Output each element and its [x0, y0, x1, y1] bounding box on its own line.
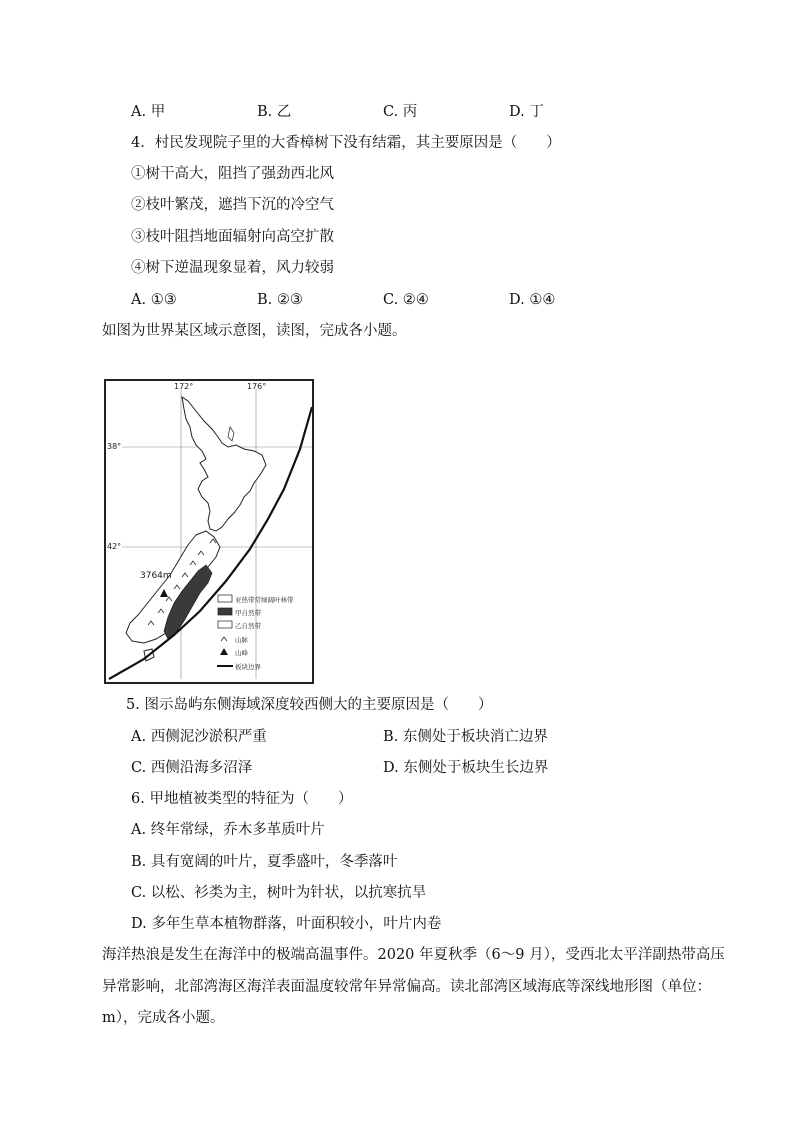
legend-swatch-yi: [218, 621, 232, 628]
q4-statement-3: ③枝叶阻挡地面辐射向高空扩散: [131, 229, 334, 245]
q4-statement-2: ②枝叶繁茂，遮挡下沉的冷空气: [131, 197, 334, 213]
q4-option-d: D. ①④: [509, 292, 556, 308]
q6-option-b: B. 具有宽阔的叶片，夏季盛叶，冬季落叶: [131, 854, 398, 870]
legend-label-yi: 乙自然带: [235, 622, 261, 630]
q3-option-a: A. 甲: [131, 104, 166, 120]
section-intro-map: 如图为世界某区域示意图，读图，完成各小题。: [102, 323, 407, 339]
q6-option-c: C. 以松、衫类为主，树叶为针状，以抗寒抗旱: [131, 885, 427, 901]
q4-stem: 4．村民发现院子里的大香樟树下没有结霜，其主要原因是（ ）: [131, 135, 561, 151]
lat-label-38: 38°: [107, 442, 122, 451]
q6-option-d: D. 多年生草本植物群落，叶面积较小，叶片内卷: [131, 916, 442, 932]
q5-option-b: B. 东侧处于板块消亡边界: [383, 729, 548, 745]
legend-label-subtropical: 亚热带常绿阔叶林带: [235, 596, 294, 604]
region-map-figure: [104, 379, 314, 684]
lon-label-172: 172°: [174, 382, 194, 391]
legend-label-mountain: 山脉: [235, 636, 248, 644]
q3-option-b: B. 乙: [257, 104, 292, 120]
region-map-svg: [104, 379, 314, 684]
q4-option-a: A. ①③: [131, 292, 177, 308]
section-intro-heatwave-line2: 异常影响，北部湾海区海洋表面温度较常年异常偏高。读北部湾区域海底等深线地形图（单位：: [102, 979, 711, 995]
lat-label-42: 42°: [107, 542, 122, 551]
q6-stem: 6. 甲地植被类型的特征为（ ）: [131, 791, 353, 807]
q4-option-b: B. ②③: [257, 292, 303, 308]
q4-statement-4: ④树下逆温现象显着，风力较弱: [131, 260, 334, 276]
section-intro-heatwave-line1: 海洋热浪是发生在海洋中的极端高温事件。2020 年夏秋季（6～9 月），受西北太平洋副热带高压: [102, 947, 725, 963]
peak-label: 3764m: [140, 571, 172, 581]
q5-option-d: D. 东侧处于板块生长边界: [383, 760, 549, 776]
q3-option-c: C. 丙: [383, 104, 418, 120]
legend-label-peak: 山峰: [235, 649, 248, 657]
legend-label-boundary: 板块边界: [235, 663, 261, 671]
q3-option-d: D. 丁: [509, 104, 544, 120]
q4-option-c: C. ②④: [383, 292, 429, 308]
q5-option-a: A. 西侧泥沙淤积严重: [131, 729, 267, 745]
legend-swatch-subtropical: [218, 595, 232, 602]
section-intro-heatwave-line3: m），完成各小题。: [102, 1010, 225, 1026]
q5-stem: 5. 图示岛屿东侧海域深度较西侧大的主要原因是（ ）: [126, 697, 493, 713]
q5-option-c: C. 西侧沿海多沼泽: [131, 760, 253, 776]
q4-statement-1: ①树干高大，阻挡了强劲西北风: [131, 166, 334, 182]
q6-option-a: A. 终年常绿，乔木多革质叶片: [131, 822, 325, 838]
lon-label-176: 176°: [247, 382, 267, 391]
legend-swatch-jia: [218, 608, 232, 615]
legend-label-jia: 甲自然带: [235, 609, 261, 617]
